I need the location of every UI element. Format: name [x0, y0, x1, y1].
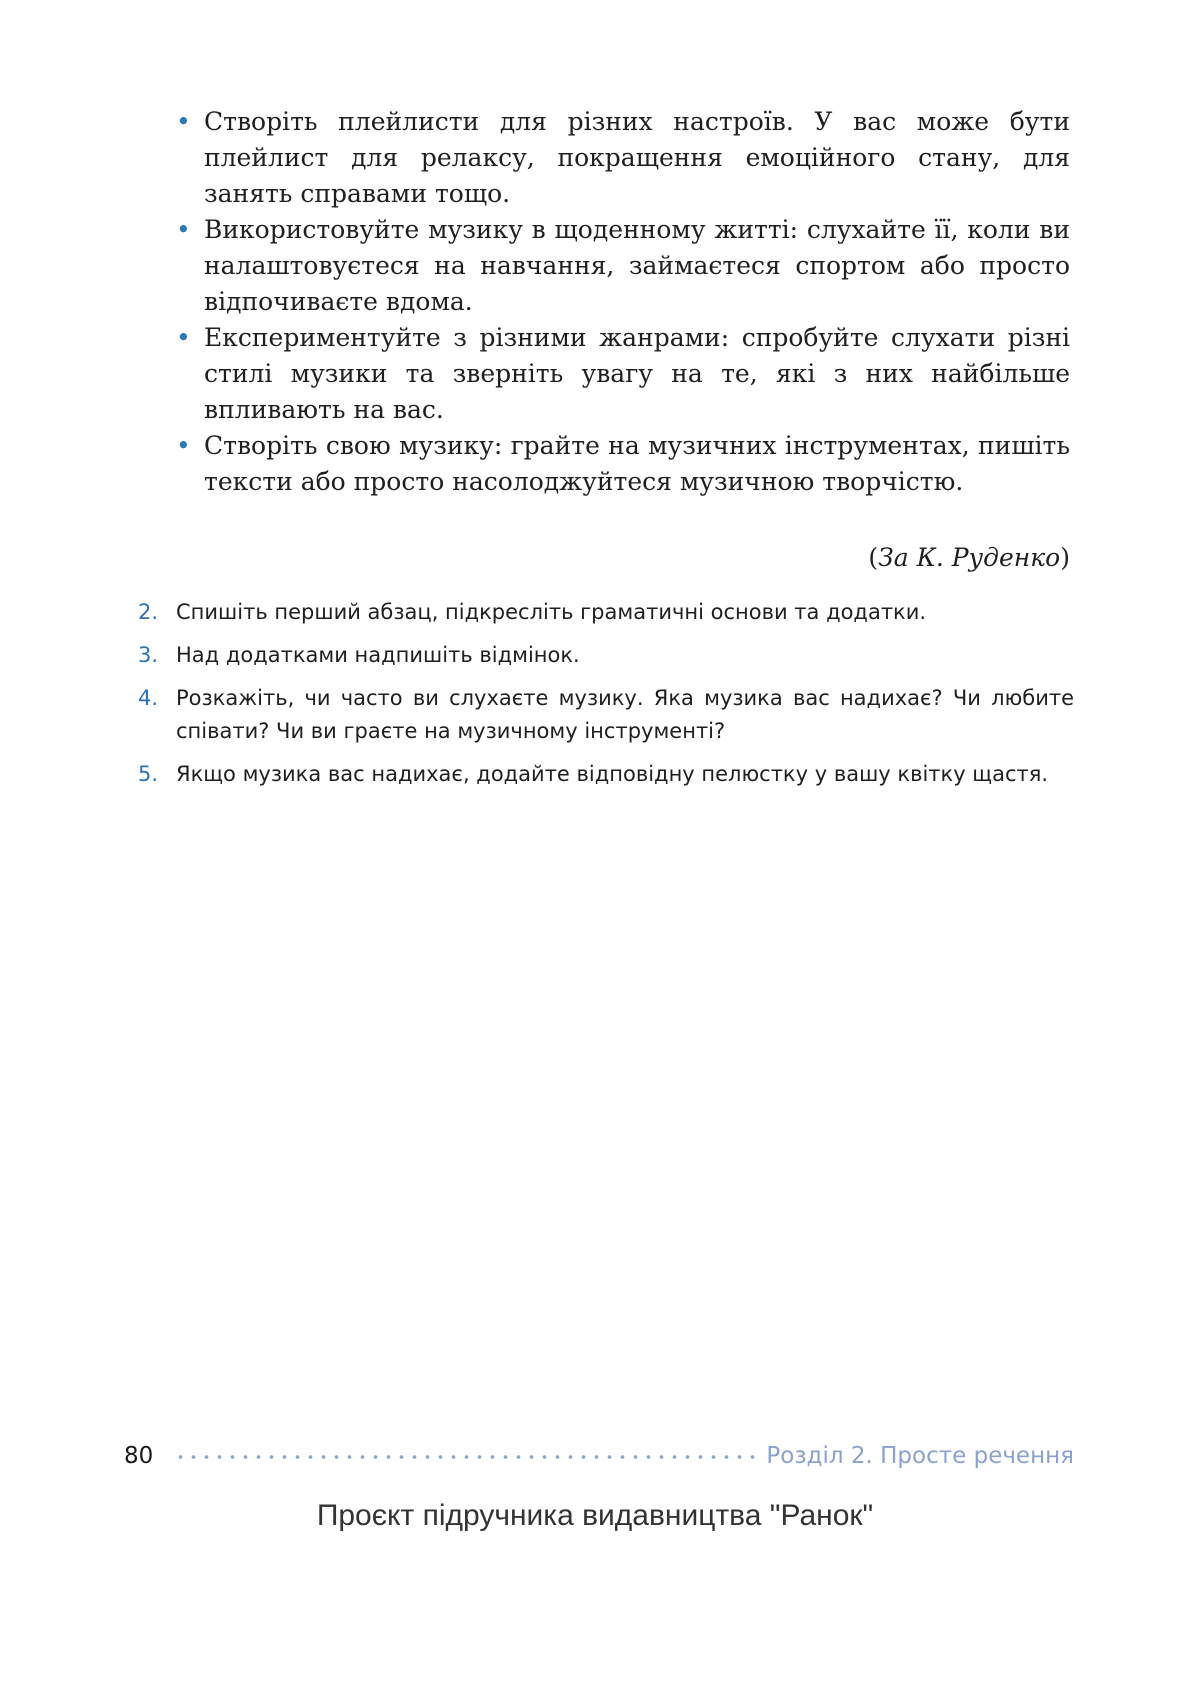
- dot-leader-divider: [174, 1455, 756, 1459]
- section-title: Розділ 2. Просте речення: [766, 1443, 1074, 1469]
- bullet-text: Експериментуйте з різними жанрами: спробуйте слухати різні стилі музики та зверніть увагу на те, які з них найбільше впливають на вас.: [204, 323, 1070, 424]
- tips-bullet-list: [172, 104, 1070, 500]
- task-number: 4.: [138, 686, 159, 710]
- bullet-marker-icon: •: [176, 431, 191, 460]
- task-text: Спишіть перший абзац, підкресліть граматичні основи та додатки.: [176, 600, 927, 624]
- source-attribution: [172, 540, 1070, 576]
- attribution-author: За К. Руденко: [878, 543, 1061, 572]
- bullet-text: Використовуйте музику в щоденному житті: слухайте її, коли ви налаштовуєтеся на навчання, займаєтеся спортом або просто відпочиваєте вдома.: [204, 215, 1070, 316]
- bullet-marker-icon: •: [176, 107, 191, 136]
- task-text: Над додатками надпишіть відмінок.: [176, 643, 580, 667]
- task-item: [138, 758, 1074, 791]
- publisher-watermark: Проєкт підручника видавництва "Ранок": [316, 1499, 874, 1532]
- page-footer: [124, 1438, 1074, 1474]
- task-item: [138, 639, 1074, 672]
- bullet-item: [172, 212, 1070, 320]
- task-number: 3.: [138, 643, 159, 667]
- page-number: 80: [124, 1443, 154, 1469]
- bullet-text: Створіть плейлисти для різних настроїв. У вас може бути плейлист для релаксу, покращення емоційного стану, для занять справами тощо.: [204, 107, 1070, 208]
- bullet-item: [172, 428, 1070, 500]
- task-text: Розкажіть, чи часто ви слухаєте музику. Яка музика вас надихає? Чи любите співати? Чи ви граєте на музичному інструменті?: [176, 686, 1074, 743]
- bullet-text: Створіть свою музику: грайте на музичних інструментах, пишіть тексти або просто насолоджуйтеся музичною творчістю.: [204, 431, 1070, 496]
- bullet-item: [172, 320, 1070, 428]
- bullet-marker-icon: •: [176, 323, 191, 352]
- bullet-item: [172, 104, 1070, 212]
- attribution-open-paren: (: [868, 543, 879, 572]
- task-text: Якщо музика вас надихає, додайте відповідну пелюстку у вашу квітку щастя.: [176, 762, 1049, 786]
- task-number: 5.: [138, 762, 159, 786]
- task-item: [138, 596, 1074, 629]
- task-list: [138, 596, 1074, 801]
- task-item: [138, 682, 1074, 748]
- task-number: 2.: [138, 600, 159, 624]
- bullet-marker-icon: •: [176, 215, 191, 244]
- attribution-close-paren: ): [1060, 543, 1070, 572]
